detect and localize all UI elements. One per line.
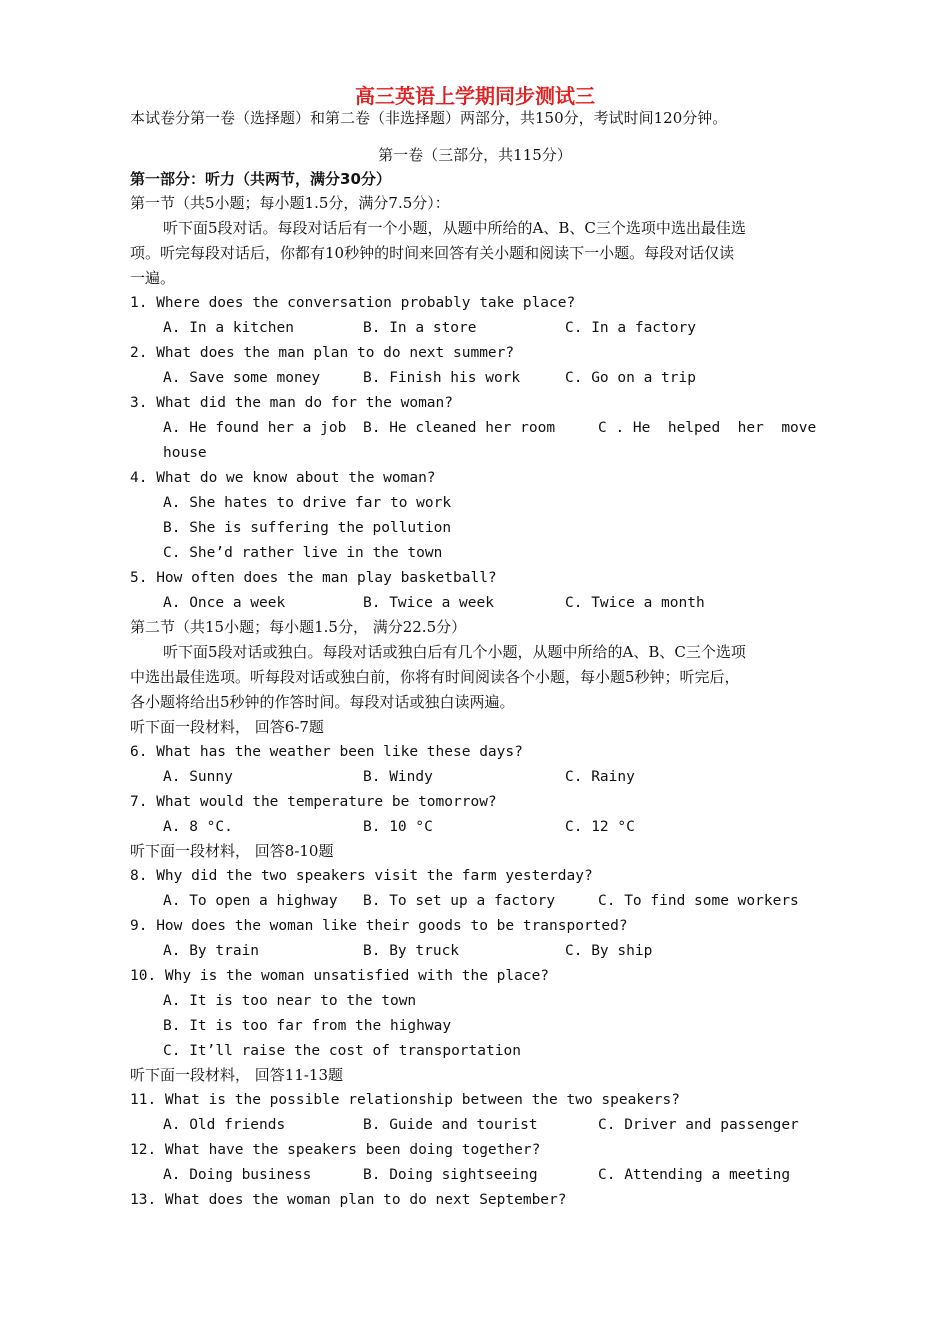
option-a: A. Old friends [163, 1117, 286, 1133]
material-heading: 听下面一段材料， 回答8-10题 [130, 842, 334, 860]
option-b: B. Guide and tourist [363, 1117, 538, 1133]
option-a: A. In a kitchen [163, 320, 294, 336]
option-c: C. Driver and passenger [598, 1117, 799, 1133]
question-stem: 2. What does the man plan to do next summer? [130, 345, 515, 361]
option-c: C. It’ll raise the cost of transportation [163, 1043, 521, 1059]
option-a: A. It is too near to the town [163, 993, 417, 1009]
question-stem: 12. What have the speakers been doing together? [130, 1142, 541, 1158]
option-b: B. In a store [363, 320, 477, 336]
exam-intro: 本试卷分第一卷（选择题）和第二卷（非选择题）两部分，共150分，考试时间120分钟。 [130, 109, 728, 127]
option-c: C . He helped her move [598, 420, 817, 436]
section1-heading: 第一节（共5小题；每小题1.5分，满分7.5分）： [130, 194, 450, 212]
section2-instruction-line: 听下面5段对话或独白。每段对话或独白后有几个小题，从题中所给的A、B、C三个选项 [163, 643, 746, 661]
option-c: C. She’d rather live in the town [163, 545, 443, 561]
section2-instruction-line: 各小题将给出5秒钟的作答时间。每段对话或独白读两遍。 [130, 693, 515, 711]
option-a: A. Once a week [163, 595, 286, 611]
option-a: A. By train [163, 943, 260, 959]
part-heading: 第一部分：听力（共两节，满分30分） [130, 170, 391, 188]
option-c-continued: house [163, 445, 207, 461]
option-b: B. 10 °C [363, 819, 433, 835]
question-stem: 6. What has the weather been like these days? [130, 744, 523, 760]
question-stem: 1. Where does the conversation probably take place? [130, 295, 576, 311]
option-b: B. He cleaned her room [363, 420, 556, 436]
option-b: B. She is suffering the pollution [163, 520, 452, 536]
question-stem: 4. What do we know about the woman? [130, 470, 436, 486]
option-a: A. She hates to drive far to work [163, 495, 452, 511]
question-stem: 8. Why did the two speakers visit the farm yesterday? [130, 868, 593, 884]
material-heading: 听下面一段材料， 回答11-13题 [130, 1066, 344, 1084]
question-stem: 7. What would the temperature be tomorrow? [130, 794, 497, 810]
option-c: C. Attending a meeting [598, 1167, 791, 1183]
option-c: C. Rainy [565, 769, 635, 785]
section2-instruction-line: 中选出最佳选项。听每段对话或独白前，你将有时间阅读各个小题，每小题5秒钟；听完后， [130, 668, 740, 686]
question-stem: 10. Why is the woman unsatisfied with the place? [130, 968, 550, 984]
section1-instruction-line: 项。听完每段对话后，你都有10秒钟的时间来回答有关小题和阅读下一小题。每段对话仅读 [130, 244, 735, 262]
option-b: B. To set up a factory [363, 893, 556, 909]
option-b: B. It is too far from the highway [163, 1018, 452, 1034]
option-c: C. In a factory [565, 320, 696, 336]
option-a: A. Doing business [163, 1167, 312, 1183]
question-stem: 5. How often does the man play basketball? [130, 570, 497, 586]
exam-title: 高三英语上学期同步测试三 [355, 84, 595, 108]
option-c: C. By ship [565, 943, 653, 959]
section1-instruction-line: 听下面5段对话。每段对话后有一个小题，从题中所给的A、B、C三个选项中选出最佳选 [163, 219, 746, 237]
option-c: C. 12 °C [565, 819, 635, 835]
option-b: B. By truck [363, 943, 460, 959]
option-c: C. Twice a month [565, 595, 705, 611]
option-a: A. To open a highway [163, 893, 338, 909]
section2-heading: 第二节（共15小题；每小题1.5分， 满分22.5分） [130, 618, 467, 636]
option-a: A. 8 °C. [163, 819, 233, 835]
question-stem: 9. How does the woman like their goods to be transported? [130, 918, 628, 934]
option-b: B. Windy [363, 769, 433, 785]
volume-heading: 第一卷（三部分，共115分） [378, 146, 572, 164]
option-b: B. Twice a week [363, 595, 494, 611]
material-heading: 听下面一段材料， 回答6-7题 [130, 718, 324, 736]
question-stem: 3. What did the man do for the woman? [130, 395, 454, 411]
section1-instruction-line: 一遍。 [130, 269, 176, 287]
option-a: A. Save some money [163, 370, 321, 386]
option-c: C. To find some workers [598, 893, 799, 909]
question-stem: 11. What is the possible relationship between the two speakers? [130, 1092, 680, 1108]
question-stem: 13. What does the woman plan to do next September? [130, 1192, 567, 1208]
option-a: A. He found her a job [163, 420, 347, 436]
option-a: A. Sunny [163, 769, 233, 785]
option-b: B. Finish his work [363, 370, 521, 386]
option-c: C. Go on a trip [565, 370, 696, 386]
option-b: B. Doing sightseeing [363, 1167, 538, 1183]
